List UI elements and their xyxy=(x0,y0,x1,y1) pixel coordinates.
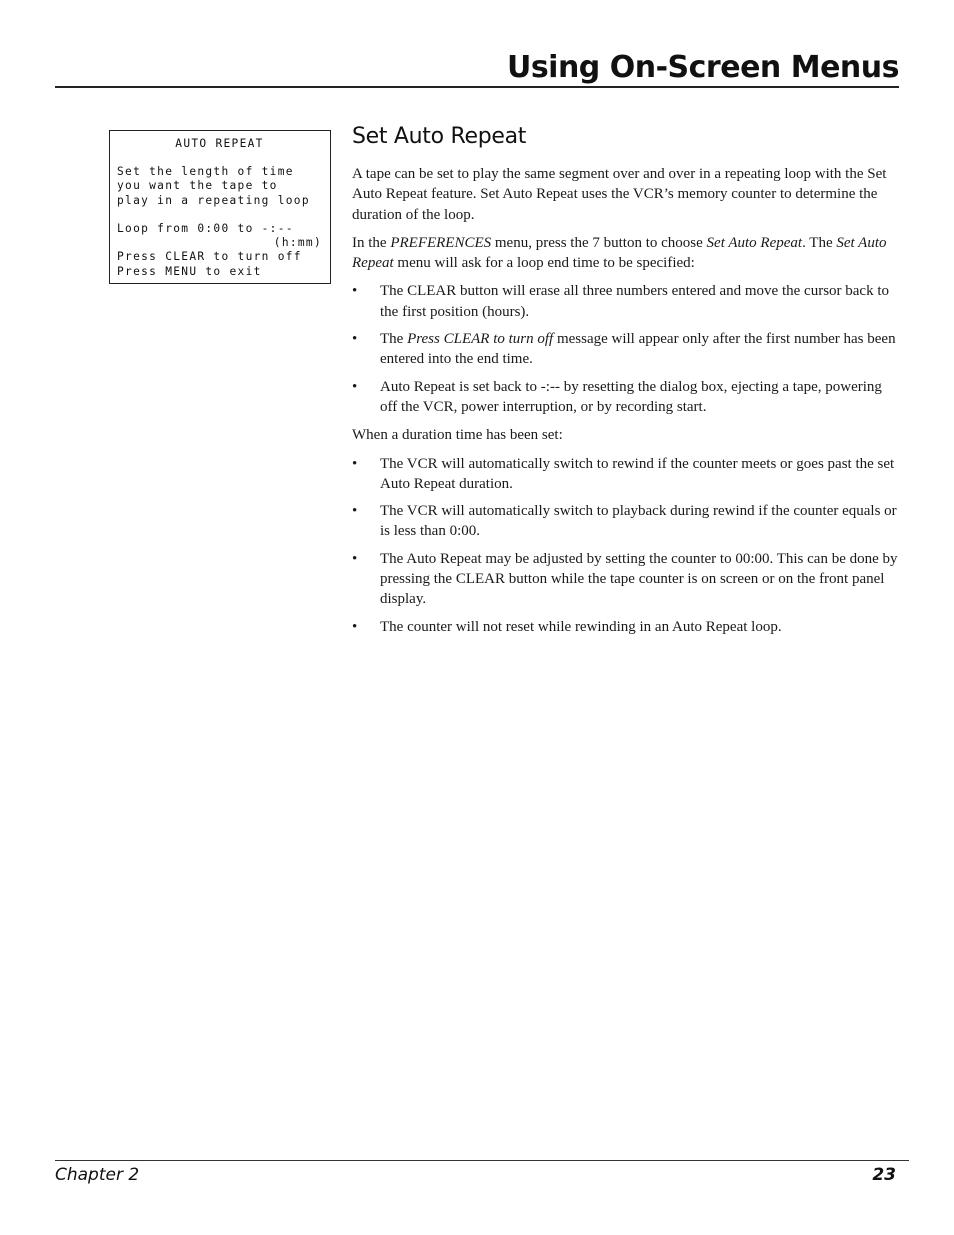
menu-option-name: Set Auto Repeat xyxy=(706,234,803,251)
bullet: • xyxy=(352,378,358,395)
footer-chapter-label: Chapter 2 xyxy=(55,1165,140,1185)
osd-line: you want the tape to xyxy=(117,179,278,193)
osd-menu-instruction: Press MENU to exit xyxy=(117,264,262,278)
list-item: • The counter will not reset while rewinding in an Auto Repeat loop. xyxy=(352,617,900,637)
bullet: • xyxy=(352,331,358,348)
auto-repeat-osd-screen xyxy=(109,130,331,284)
list-item: • The Auto Repeat may be adjusted by setting the counter to 00:00. This can be done by pressing the CLEAR button while the tape counter is on screen or on the front panel display. xyxy=(352,550,898,608)
list-item: • The CLEAR button will erase all three numbers entered and move the cursor back to the first position (hours). xyxy=(352,283,890,320)
duration-list xyxy=(352,454,900,637)
menu-name: Set Auto Repeat xyxy=(352,234,887,272)
main-content xyxy=(352,120,900,645)
list-item: • The VCR will automatically switch to rewind if the counter meets or goes past the set Auto Repeat duration. xyxy=(352,455,895,492)
header-rule xyxy=(55,86,899,88)
osd-title: AUTO REPEAT xyxy=(175,137,264,150)
list-item: • The Press CLEAR to turn off message will appear only after the first number has been entered into the end time. xyxy=(352,331,896,368)
bullet: • xyxy=(352,550,358,567)
osd-loop-line: Loop from 0:00 to -:-- xyxy=(117,221,294,235)
bullet: • xyxy=(352,618,358,635)
duration-intro-paragraph: When a duration time has been set: xyxy=(352,427,563,444)
footer-page-number: 23 xyxy=(872,1165,896,1185)
osd-spacer xyxy=(117,208,330,222)
instructions-paragraph: In the PREFERENCES menu, press the 7 button to choose Set Auto Repeat. The Set Auto Repeat menu will ask for a loop end time to be specified: xyxy=(352,234,887,272)
notes-list xyxy=(352,281,900,417)
intro-paragraph: A tape can be set to play the same segment over and over in a repeating loop with the Set Auto Repeat feature. Set Auto Repeat uses the VCR’s memory counter to determine the duration of the loop. xyxy=(352,166,887,223)
bullet: • xyxy=(352,455,358,472)
osd-time-format: (h:mm) xyxy=(273,236,322,250)
osd-clear-instruction: Press CLEAR to turn off xyxy=(117,250,302,264)
bullet: • xyxy=(352,283,358,300)
page-header-title: Using On-Screen Menus xyxy=(506,50,899,85)
list-item: • Auto Repeat is set back to -:-- by resetting the dialog box, ejecting a tape, powering off the VCR, power interruption, or by recording start. xyxy=(352,378,882,415)
osd-spacer xyxy=(117,151,330,165)
bullet: • xyxy=(352,503,358,520)
section-title: Set Auto Repeat xyxy=(352,124,527,149)
osd-line: play in a repeating loop xyxy=(117,193,310,207)
osd-line: Set the length of time xyxy=(117,165,294,179)
list-item: • The VCR will automatically switch to playback during rewind if the counter equals or is less than 0:00. xyxy=(352,503,897,540)
footer-rule xyxy=(55,1160,909,1161)
preferences-menu-name: PREFERENCES xyxy=(390,234,492,251)
